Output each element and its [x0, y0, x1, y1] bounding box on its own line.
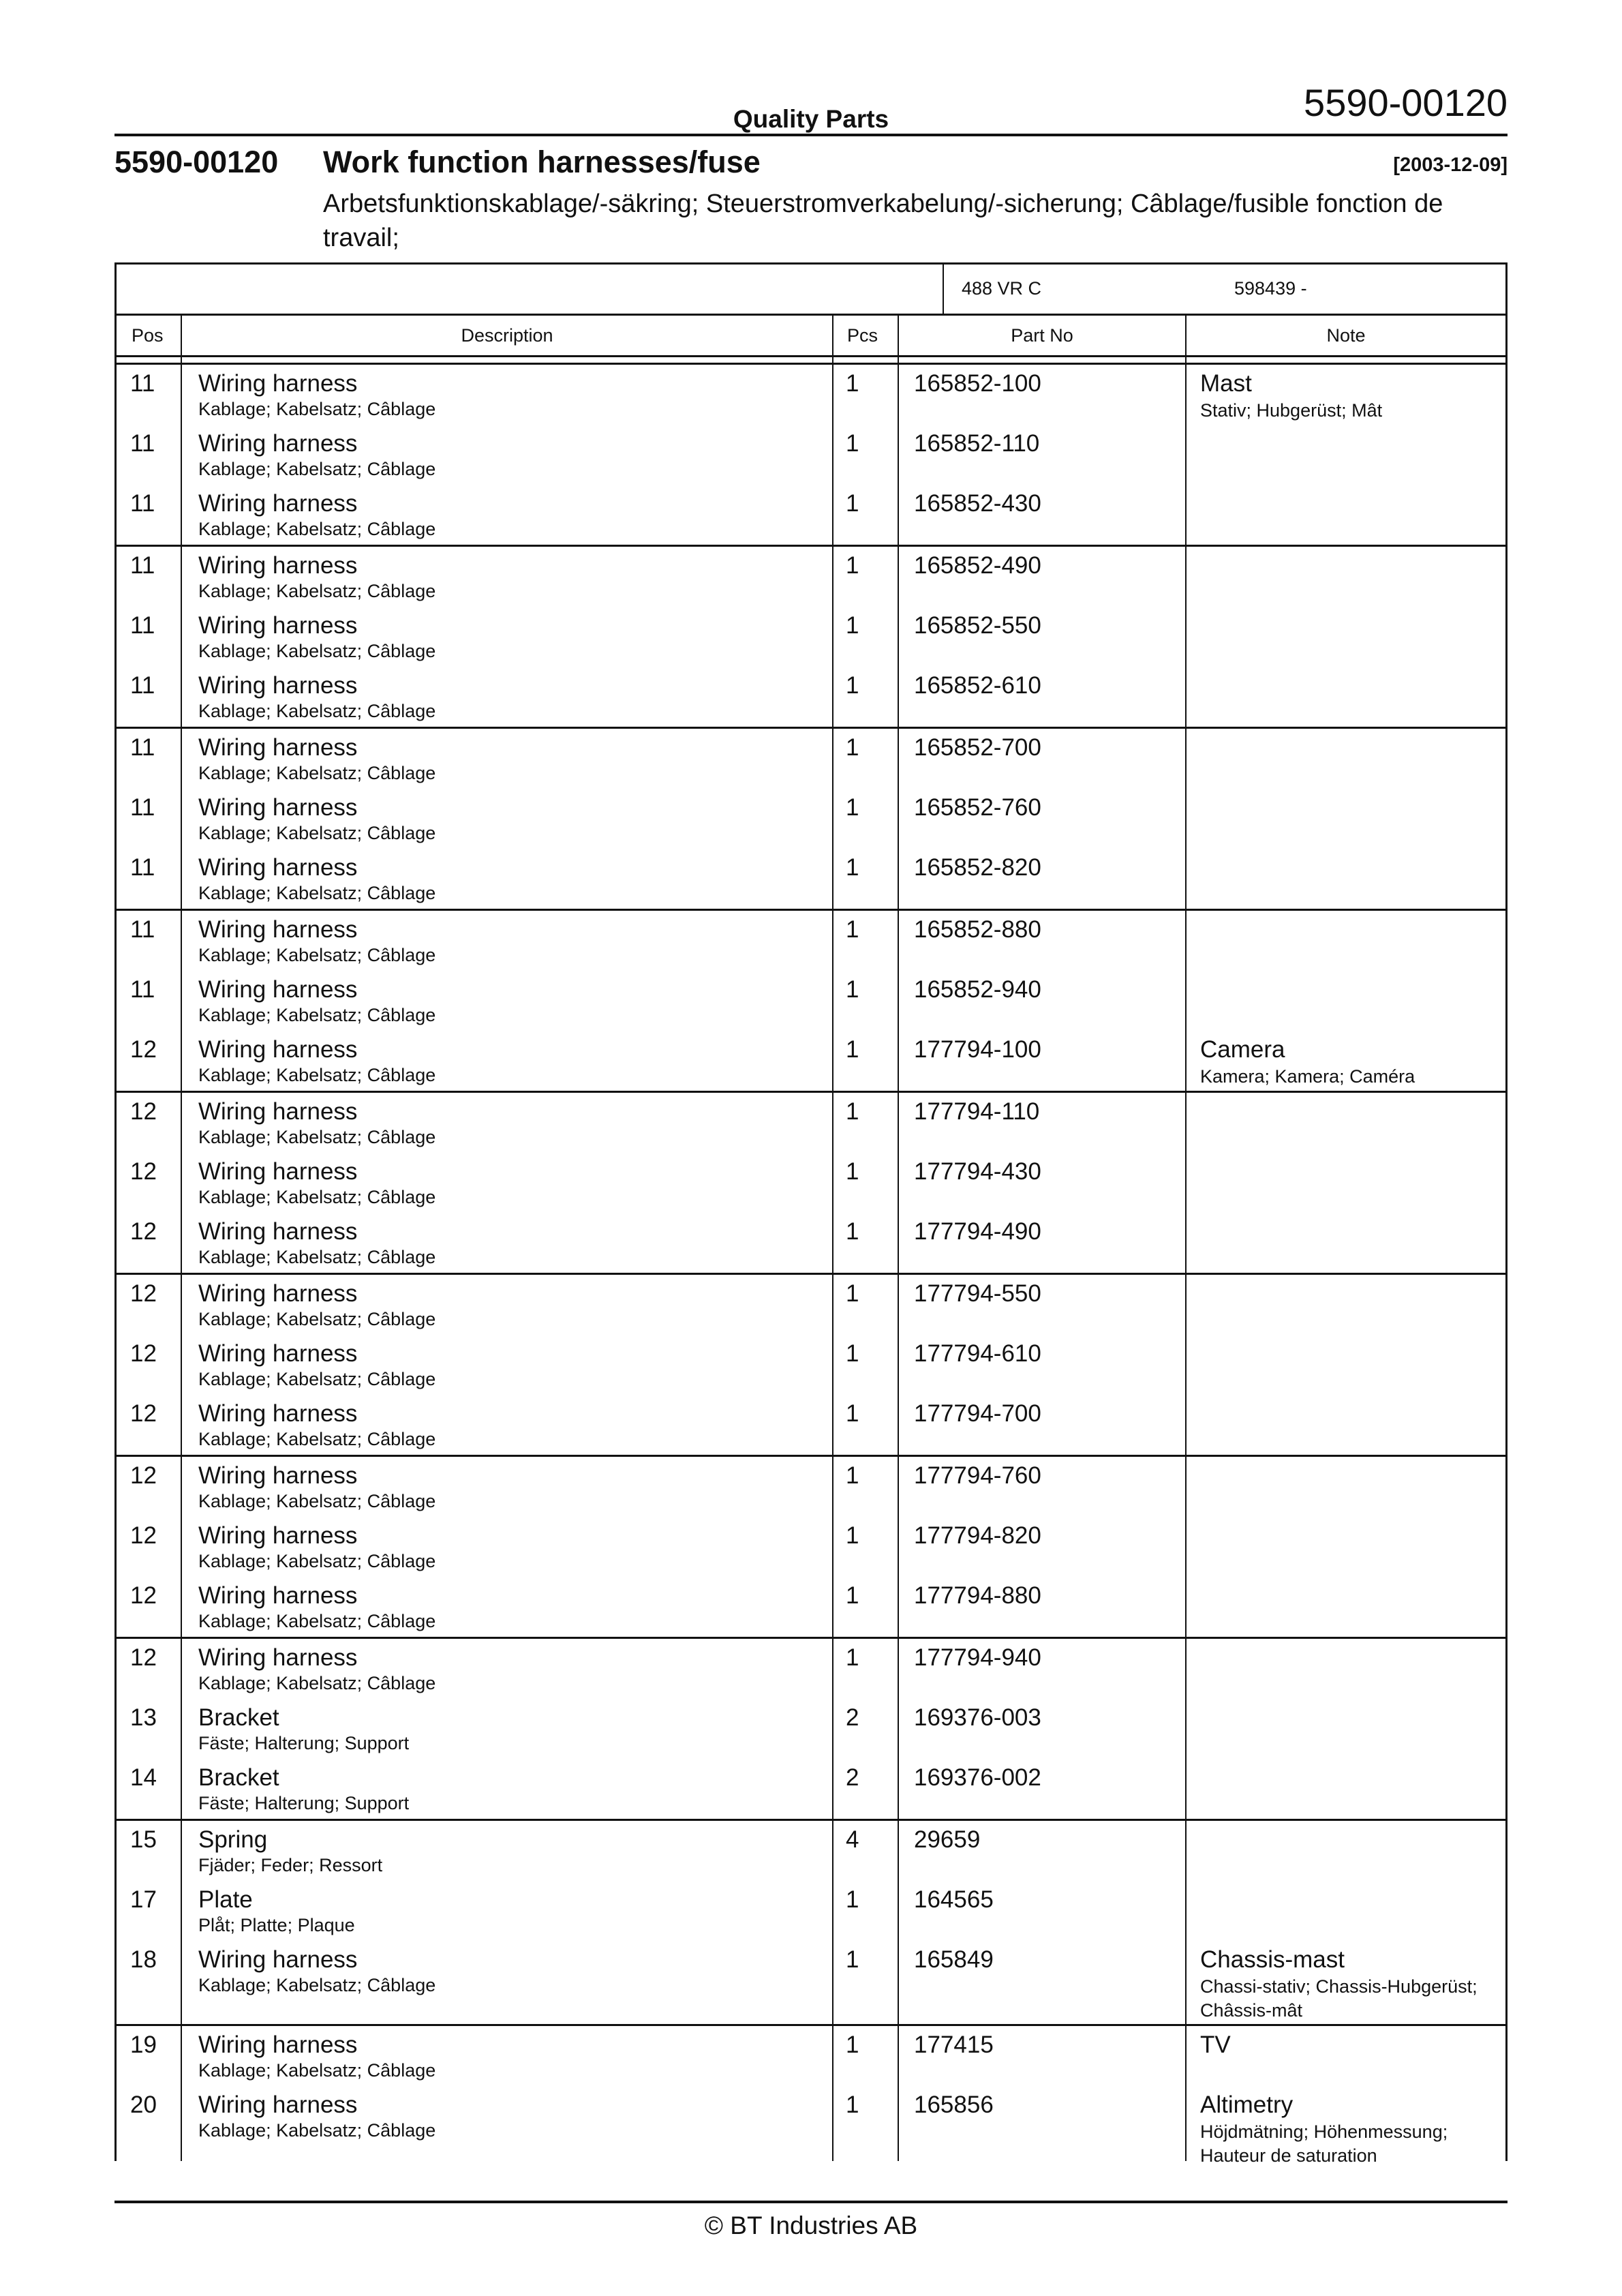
part-number: 165852-700	[914, 734, 1041, 761]
section-subtitle: Arbetsfunktionskablage/-säkring; Steuerstromverkabelung/-sicherung; Câblage/fusible fonction de travail;	[323, 190, 1443, 252]
description-translation: Kablage; Kabelsatz; Câblage	[198, 1611, 436, 1631]
quantity: 1	[846, 2031, 859, 2058]
description: Wiring harness	[198, 370, 358, 397]
position-number: 20	[130, 2091, 157, 2118]
table-row	[117, 485, 1505, 545]
description-translation: Kablage; Kabelsatz; Câblage	[198, 823, 436, 843]
position-number: 12	[130, 1098, 157, 1125]
page-header	[114, 75, 1508, 136]
quantity: 1	[846, 1098, 859, 1125]
description: Wiring harness	[198, 794, 358, 821]
quantity: 1	[846, 672, 859, 699]
quantity: 1	[846, 490, 859, 517]
part-number: 165852-430	[914, 490, 1041, 517]
position-number: 11	[130, 976, 155, 1003]
footer-rule	[114, 2201, 1508, 2203]
quantity: 1	[846, 1036, 859, 1063]
description-translation: Kablage; Kabelsatz; Câblage	[198, 1309, 436, 1329]
description: Wiring harness	[198, 612, 358, 639]
position-number: 11	[130, 430, 155, 457]
description: Wiring harness	[198, 916, 358, 943]
description-translation: Kablage; Kabelsatz; Câblage	[198, 459, 436, 479]
description-translation: Kablage; Kabelsatz; Câblage	[198, 1551, 436, 1571]
footer-copyright: © BT Industries AB	[704, 2211, 918, 2239]
quantity: 1	[846, 1158, 859, 1185]
quantity: 1	[846, 854, 859, 881]
position-number: 11	[130, 854, 155, 881]
part-number: 177794-610	[914, 1340, 1041, 1367]
note: Chassis-mast	[1200, 1946, 1345, 1973]
column-header-row	[114, 314, 1508, 355]
description-translation: Fäste; Halterung; Support	[198, 1733, 410, 1753]
quantity: 4	[846, 1826, 859, 1853]
description-translation: Kablage; Kabelsatz; Câblage	[198, 945, 436, 965]
quantity: 1	[846, 1280, 859, 1307]
description: Wiring harness	[198, 672, 358, 699]
section-date: [2003-12-09]	[1393, 154, 1508, 176]
table-row	[117, 1759, 1505, 1819]
table-row	[117, 1639, 1505, 1699]
note-translation: Kamera; Kamera; Caméra	[1200, 1066, 1416, 1087]
position-number: 17	[130, 1886, 157, 1913]
row-group	[117, 1457, 1505, 1639]
description: Wiring harness	[198, 1340, 358, 1367]
description: Bracket	[198, 1764, 279, 1791]
description: Wiring harness	[198, 1522, 358, 1549]
table-row	[117, 667, 1505, 727]
row-group	[117, 1093, 1505, 1275]
part-number: 165852-880	[914, 916, 1041, 943]
position-number: 11	[130, 916, 155, 943]
row-group	[117, 2026, 1505, 2166]
quantity: 1	[846, 794, 859, 821]
position-number: 12	[130, 1218, 157, 1245]
description: Spring	[198, 1826, 268, 1853]
description-translation: Kablage; Kabelsatz; Câblage	[198, 2120, 436, 2141]
description-translation: Kablage; Kabelsatz; Câblage	[198, 1247, 436, 1267]
position-number: 18	[130, 1946, 157, 1973]
header-double-rule	[114, 355, 1508, 365]
table-row	[117, 1031, 1505, 1091]
note: Altimetry	[1200, 2091, 1294, 2118]
position-number: 14	[130, 1764, 157, 1791]
part-number: 177794-700	[914, 1400, 1041, 1427]
quantity: 1	[846, 1400, 859, 1427]
description: Wiring harness	[198, 2031, 358, 2058]
description-translation: Kablage; Kabelsatz; Câblage	[198, 581, 436, 601]
part-number: 165852-550	[914, 612, 1041, 639]
quantity: 1	[846, 552, 859, 579]
row-group	[117, 365, 1505, 547]
part-number: 165852-100	[914, 370, 1041, 397]
part-number: 177794-760	[914, 1462, 1041, 1489]
description: Wiring harness	[198, 1644, 358, 1671]
table-row	[117, 971, 1505, 1031]
table-row	[117, 1153, 1505, 1213]
part-number: 169376-003	[914, 1704, 1041, 1731]
position-number: 11	[130, 370, 155, 397]
quantity: 1	[846, 976, 859, 1003]
description: Wiring harness	[198, 854, 358, 881]
part-number: 165852-820	[914, 854, 1041, 881]
note-translation: Stativ; Hubgerüst; Mât	[1200, 400, 1383, 421]
position-number: 11	[130, 612, 155, 639]
table-row	[117, 1699, 1505, 1759]
description-translation: Kablage; Kabelsatz; Câblage	[198, 1369, 436, 1389]
quantity: 1	[846, 612, 859, 639]
description-translation: Kablage; Kabelsatz; Câblage	[198, 701, 436, 721]
description-translation: Kablage; Kabelsatz; Câblage	[198, 519, 436, 539]
table-row	[117, 607, 1505, 667]
part-number: 165849	[914, 1946, 994, 1973]
part-number: 29659	[914, 1826, 981, 1853]
quantity: 1	[846, 370, 859, 397]
quantity: 1	[846, 1886, 859, 1913]
description-translation: Kablage; Kabelsatz; Câblage	[198, 399, 436, 419]
description-translation: Kablage; Kabelsatz; Câblage	[198, 1975, 436, 1995]
row-group	[117, 911, 1505, 1093]
table-row	[117, 729, 1505, 789]
column-header-note: Note	[1326, 324, 1366, 346]
description-translation: Kablage; Kabelsatz; Câblage	[198, 763, 436, 783]
quantity: 1	[846, 1218, 859, 1245]
table-row	[117, 1941, 1505, 2024]
quantity: 1	[846, 734, 859, 761]
part-number: 177794-940	[914, 1644, 1041, 1671]
quantity: 1	[846, 1340, 859, 1367]
row-group	[117, 547, 1505, 729]
quantity: 2	[846, 1704, 859, 1731]
quantity: 1	[846, 1644, 859, 1671]
position-number: 12	[130, 1340, 157, 1367]
position-number: 12	[130, 1462, 157, 1489]
header-rule	[114, 134, 1508, 136]
quantity: 1	[846, 2091, 859, 2118]
description: Plate	[198, 1886, 253, 1913]
column-header-part-no: Part No	[1011, 324, 1073, 346]
model-info-row	[114, 262, 1508, 314]
quantity: 1	[846, 1462, 859, 1489]
table-row	[117, 547, 1505, 607]
note: Camera	[1200, 1036, 1285, 1063]
description: Wiring harness	[198, 490, 358, 517]
part-number: 165852-610	[914, 672, 1041, 699]
position-number: 12	[130, 1522, 157, 1549]
quantity: 1	[846, 916, 859, 943]
part-number: 177794-820	[914, 1522, 1041, 1549]
table-row	[117, 789, 1505, 849]
description: Wiring harness	[198, 1946, 358, 1973]
description: Wiring harness	[198, 430, 358, 457]
description: Wiring harness	[198, 2091, 358, 2118]
row-group	[117, 1821, 1505, 2026]
description: Wiring harness	[198, 1036, 358, 1063]
row-group	[117, 1639, 1505, 1821]
header-doc-number: 5590-00120	[1304, 81, 1508, 124]
position-number: 11	[130, 490, 155, 517]
serial-number: 598439 -	[1234, 278, 1307, 299]
description-translation: Fäste; Halterung; Support	[198, 1793, 410, 1813]
part-number: 177794-880	[914, 1582, 1041, 1609]
position-number: 11	[130, 672, 155, 699]
description: Wiring harness	[198, 1280, 358, 1307]
table-row	[117, 1881, 1505, 1941]
table-row	[117, 1395, 1505, 1455]
part-number: 177794-100	[914, 1036, 1041, 1063]
table-row	[117, 1457, 1505, 1517]
parts-table	[114, 262, 1508, 2166]
table-row	[117, 1517, 1505, 1577]
quantity: 2	[846, 1764, 859, 1791]
description-translation: Kablage; Kabelsatz; Câblage	[198, 883, 436, 903]
description-translation: Kablage; Kabelsatz; Câblage	[198, 2060, 436, 2081]
table-row	[117, 1275, 1505, 1335]
quantity: 1	[846, 1522, 859, 1549]
description: Wiring harness	[198, 1400, 358, 1427]
table-row	[117, 1335, 1505, 1395]
description-translation: Fjäder; Feder; Ressort	[198, 1855, 383, 1875]
table-row	[117, 425, 1505, 485]
note-translation: Höjdmätning; Höhenmessung; Hauteur de saturation	[1200, 2121, 1448, 2166]
table-row	[117, 1093, 1505, 1153]
part-number: 177415	[914, 2031, 994, 2058]
column-header-description: Description	[461, 324, 553, 346]
table-row	[117, 911, 1505, 971]
table-row	[117, 1213, 1505, 1273]
description: Wiring harness	[198, 1218, 358, 1245]
position-number: 15	[130, 1826, 157, 1853]
row-group	[117, 729, 1505, 911]
description-translation: Kablage; Kabelsatz; Câblage	[198, 1005, 436, 1025]
description: Wiring harness	[198, 1462, 358, 1489]
info-divider	[943, 265, 944, 314]
part-number: 177794-430	[914, 1158, 1041, 1185]
part-number: 177794-490	[914, 1218, 1041, 1245]
quantity: 1	[846, 430, 859, 457]
description: Wiring harness	[198, 1098, 358, 1125]
table-body	[114, 365, 1508, 2166]
description-translation: Kablage; Kabelsatz; Câblage	[198, 1429, 436, 1449]
position-number: 19	[130, 2031, 157, 2058]
description-translation: Kablage; Kabelsatz; Câblage	[198, 1673, 436, 1693]
table-row	[117, 1821, 1505, 1881]
table-row	[117, 2026, 1505, 2086]
description: Wiring harness	[198, 1158, 358, 1185]
description-translation: Kablage; Kabelsatz; Câblage	[198, 1491, 436, 1511]
position-number: 11	[130, 794, 155, 821]
description: Wiring harness	[198, 1582, 358, 1609]
part-number: 165852-940	[914, 976, 1041, 1003]
part-number: 177794-550	[914, 1280, 1041, 1307]
column-header-pcs: Pcs	[847, 324, 878, 346]
description-translation: Kablage; Kabelsatz; Câblage	[198, 1187, 436, 1207]
part-number: 165852-110	[914, 430, 1040, 457]
note: TV	[1200, 2031, 1231, 2058]
description-translation: Kablage; Kabelsatz; Câblage	[198, 1127, 436, 1147]
quantity: 1	[846, 1582, 859, 1609]
description-translation: Kablage; Kabelsatz; Câblage	[198, 641, 436, 661]
position-number: 12	[130, 1400, 157, 1427]
position-number: 11	[130, 734, 155, 761]
part-number: 177794-110	[914, 1098, 1040, 1125]
description-translation: Kablage; Kabelsatz; Câblage	[198, 1065, 436, 1085]
position-number: 12	[130, 1036, 157, 1063]
part-number: 165852-490	[914, 552, 1041, 579]
description: Bracket	[198, 1704, 279, 1731]
quantity: 1	[846, 1946, 859, 1973]
position-number: 11	[130, 552, 155, 579]
table-row	[117, 2086, 1505, 2166]
section-number: 5590-00120	[114, 145, 279, 179]
column-header-pos: Pos	[132, 324, 164, 346]
position-number: 12	[130, 1644, 157, 1671]
description: Wiring harness	[198, 552, 358, 579]
note-translation: Chassi-stativ; Chassis-Hubgerüst; Châssis-mât	[1200, 1976, 1478, 2021]
header-title: Quality Parts	[733, 105, 889, 133]
part-number: 169376-002	[914, 1764, 1041, 1791]
position-number: 12	[130, 1582, 157, 1609]
part-number: 164565	[914, 1886, 994, 1913]
description: Wiring harness	[198, 734, 358, 761]
table-row	[117, 849, 1505, 909]
part-number: 165852-760	[914, 794, 1041, 821]
position-number: 13	[130, 1704, 157, 1731]
section-title: Work function harnesses/fuse	[323, 145, 761, 179]
row-group	[117, 1275, 1505, 1457]
part-number: 165856	[914, 2091, 994, 2118]
description-translation: Plåt; Platte; Plaque	[198, 1915, 355, 1935]
table-row	[117, 365, 1505, 425]
note: Mast	[1200, 370, 1252, 397]
table-row	[117, 1577, 1505, 1637]
description: Wiring harness	[198, 976, 358, 1003]
model-code: 488 VR C	[962, 278, 1042, 299]
position-number: 12	[130, 1158, 157, 1185]
position-number: 12	[130, 1280, 157, 1307]
